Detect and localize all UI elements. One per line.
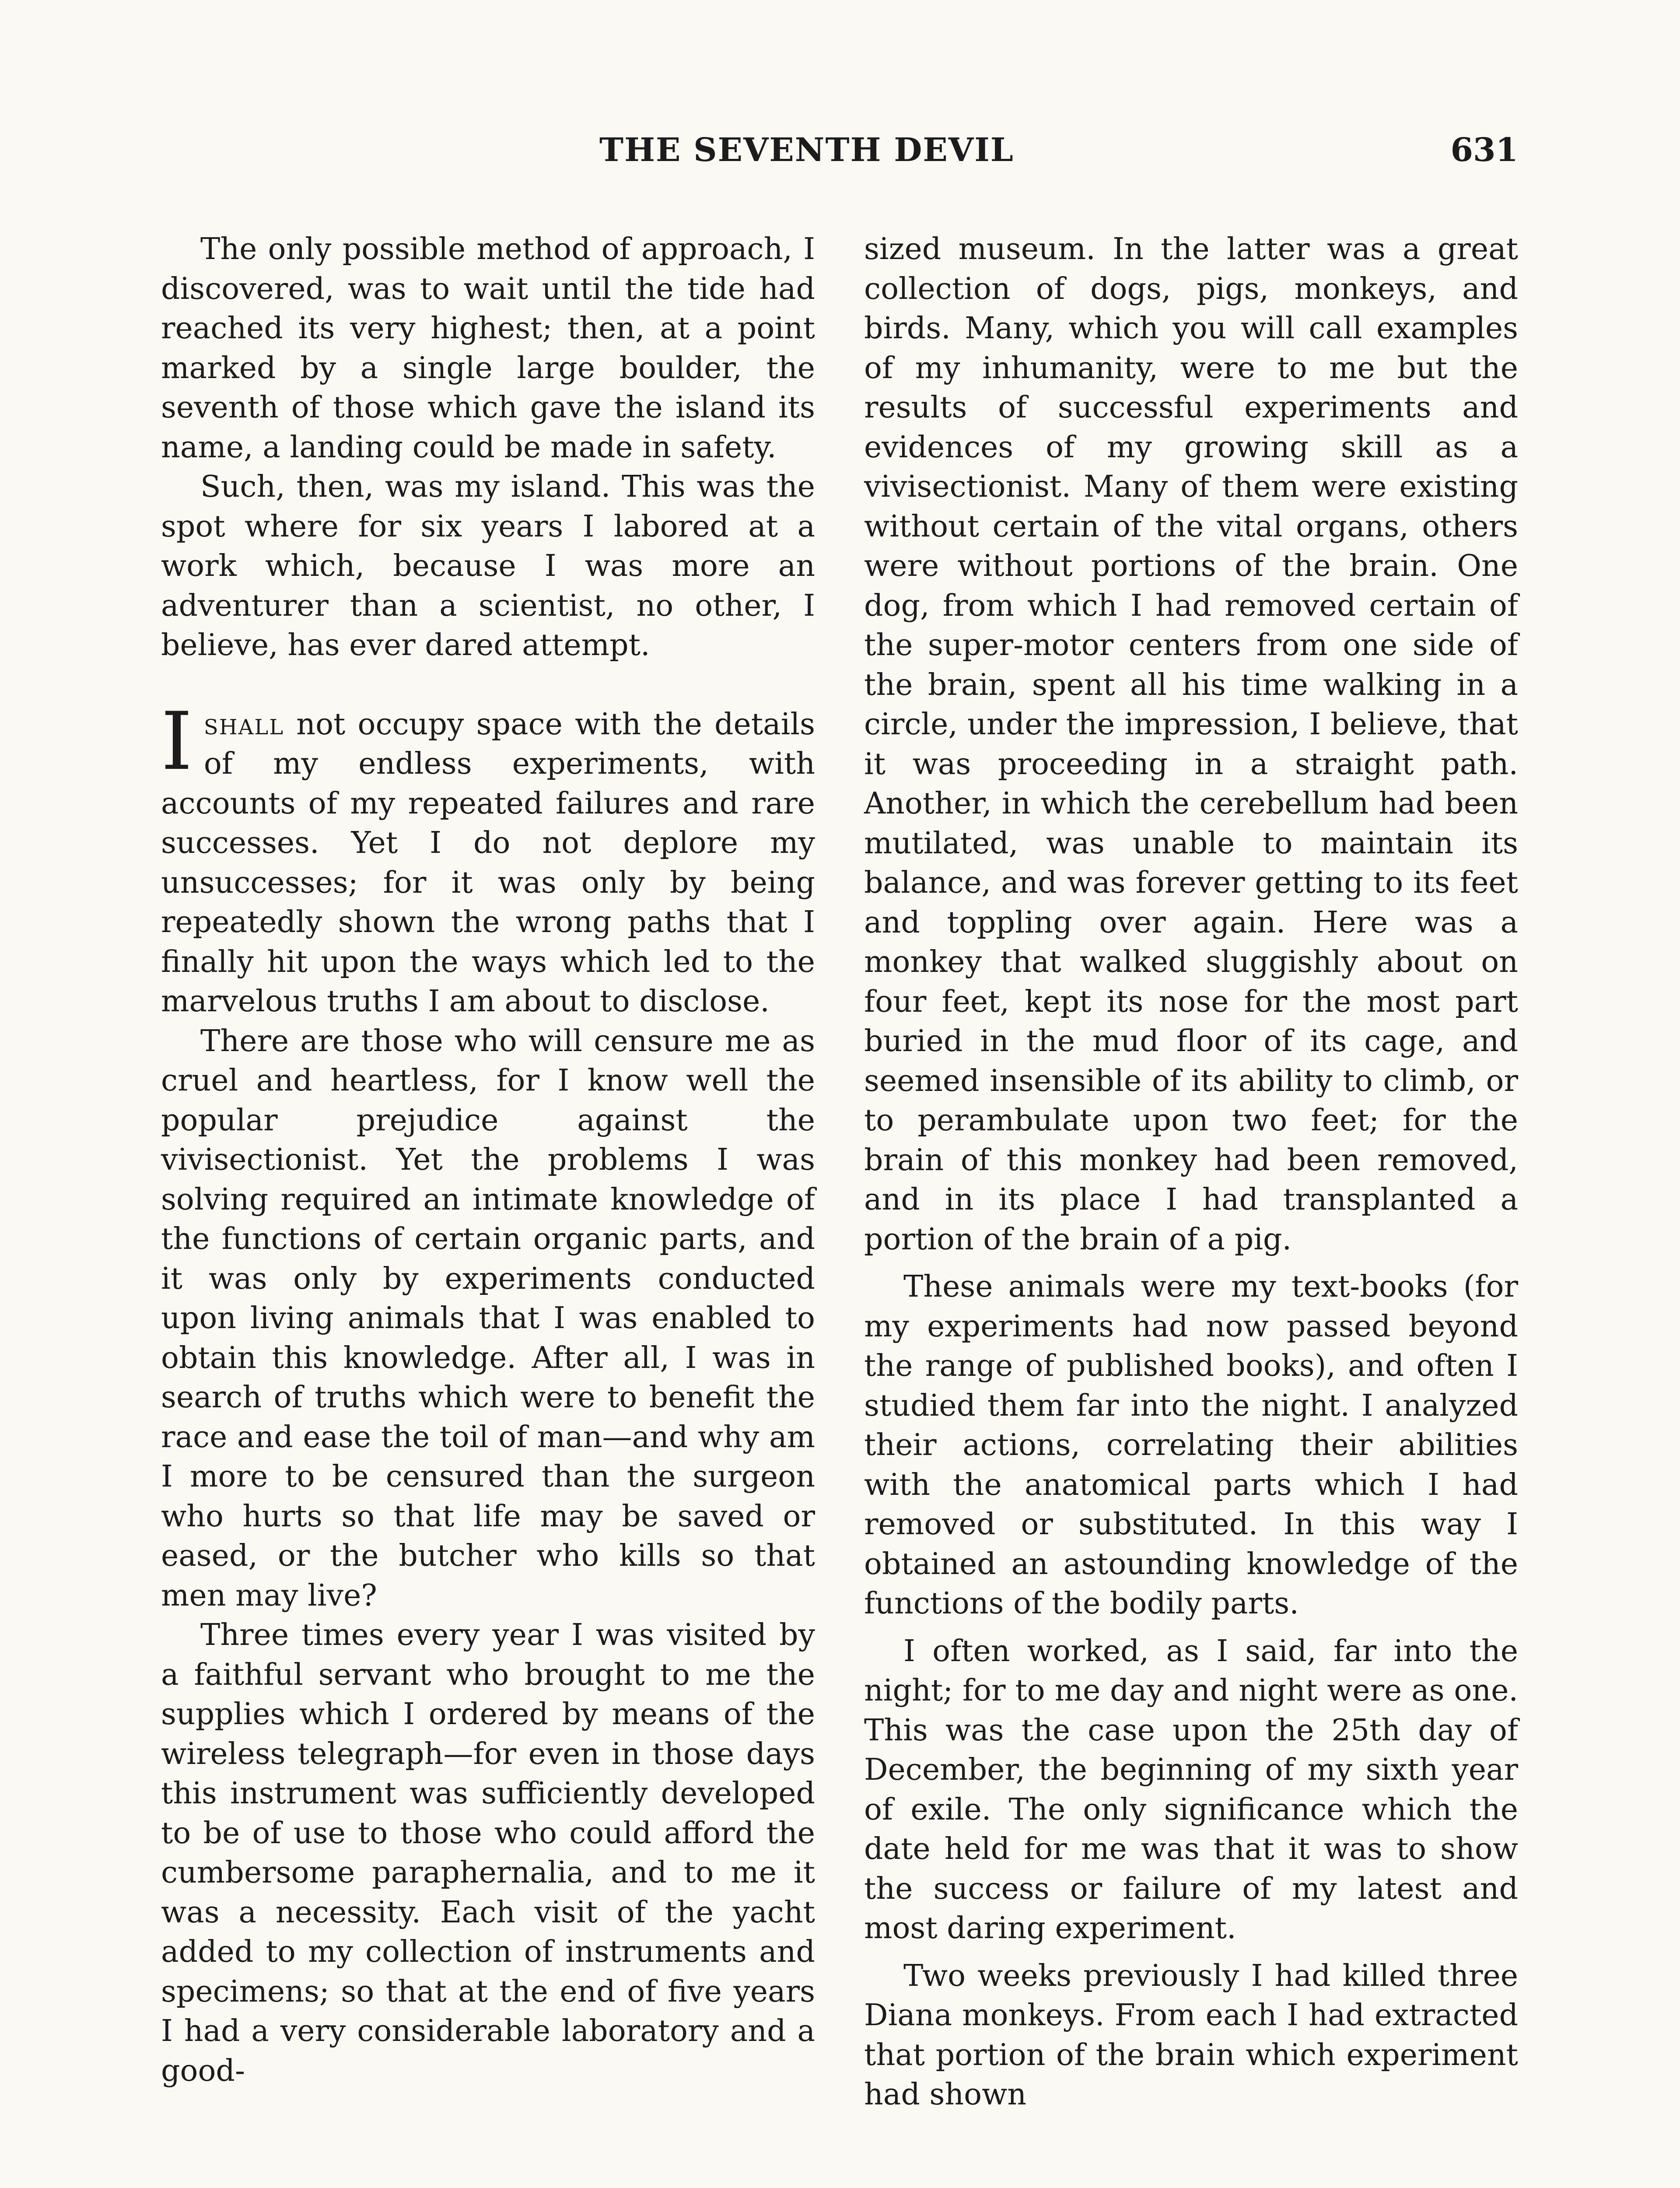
paragraph: The only possible method of approach, I discovered, was to wait until the tide had reached its very highest; then, at a point marked by a single large boulder, the seventh of those which gave the island its name, a landing could be made in safety.: [161, 232, 815, 465]
continued-paragraph: sized museum. In the latter was a great collection of dogs, pigs, monkeys, and birds. Many, which you will call examples of my inhumanity, were to me but the results of successful experiments and evidences of my growing skill as a vivisectionist. Many of them were existing without certain of the vital organs, others were without portions of the brain. One dog, from which I had removed certain of the super-motor centers from one side of the brain, spent all his time walking in a circle, under the impression, I believe, that it was proceeding in a straight path. Another, in which the cerebellum had been mutilated, was unable to maintain its balance, and was forever getting to its feet and toppling over again. Here was a monkey that walked sluggishly about on four feet, kept its nose for the most part buried in the mud floor of its cage, and seemed insensible of its ability to climb, or to perambulate upon two feet; for the brain of this monkey had been removed, and in its place I had transplanted a portion of the brain of a pig.: [864, 232, 1518, 1257]
small-caps-lead: shall: [203, 707, 284, 742]
drop-cap: I: [161, 694, 192, 788]
paragraph-text: not occupy space with the details of my endless experiments, with accounts of my repeated failures and rare successes. Yet I do not deplore my unsuccesses; for it was only by being repeatedly shown the wrong paths that I finally hit upon the ways which led to the marvelous truths I am about to disclose.: [161, 707, 815, 1019]
page-number: 631: [1450, 131, 1518, 169]
paragraph: I often worked, as I said, far into the night; for to me day and night were as one. This was the case upon the 25th day of December, the beginning of my sixth year of exile. The only significance which the date held for me was that it was to show the success or failure of my latest and most daring experiment.: [864, 1634, 1518, 1946]
right-column: [864, 230, 1518, 2115]
paragraph: Such, then, was my island. This was the spot where for six years I labored at a work which, because I was more an adventurer than a scientist, no other, I believe, has ever dared attempt.: [161, 470, 815, 663]
section-opening-paragraph: [161, 694, 815, 1022]
running-head: [158, 131, 1518, 179]
paragraph: Three times every year I was visited by a faithful servant who brought to me the supplies which I ordered by means of the wireless telegraph—for even in those days this instrument was sufficiently developed to be of use to those who could afford the cumbersome paraphernalia, and to me it was a necessity. Each visit of the yacht added to my collection of instruments and specimens; so that at the end of five years I had a very considerable laboratory and a good-: [161, 1618, 815, 2088]
left-column: [161, 230, 815, 2091]
paragraph: Two weeks previously I had killed three Diana monkeys. From each I had extracted that portion of the brain which experiment had shown: [864, 1958, 1518, 2112]
paragraph: These animals were my text-books (for my experiments had now passed beyond the range of published books), and often I studied them far into the night. I analyzed their actions, correlating their abilities with the anatomical parts which I had removed or substituted. In this way I obtained an astounding knowledge of the functions of the bodily parts.: [864, 1269, 1518, 1621]
running-title: THE SEVENTH DEVIL: [599, 131, 1014, 169]
paragraph: There are those who will censure me as cruel and heartless, for I know well the popular prejudice against the vivisectionist. Yet the problems I was solving required an intimate knowledge of the functions of certain organic parts, and it was only by experiments conducted upon living animals that I was enabled to obtain this knowledge. After all, I was in search of truths which were to benefit the race and ease the toil of man—and why am I more to be censured than the surgeon who hurts so that life may be saved or eased, or the butcher who kills so that men may live?: [161, 1024, 815, 1613]
